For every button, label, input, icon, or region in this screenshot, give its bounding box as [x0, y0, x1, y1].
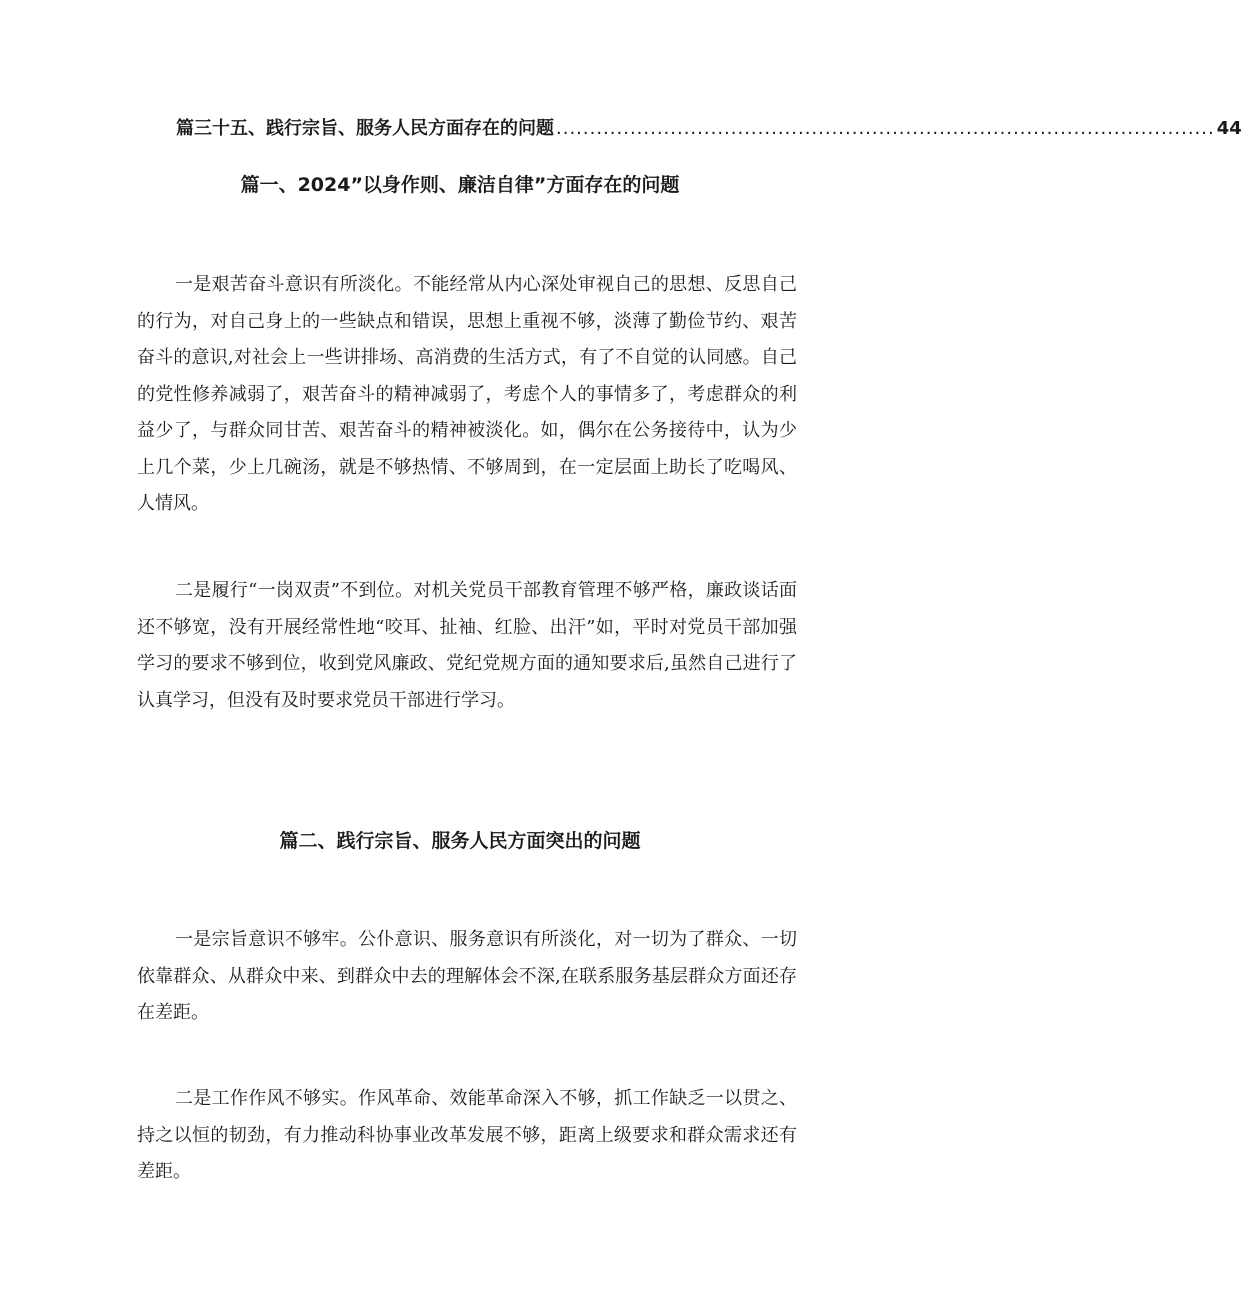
toc-leader-dots: .................................................................................................. [556, 118, 1215, 139]
section-2-paragraph-1: 一是宗旨意识不够牢。公仆意识、服务意识有所淡化，对一切为了群众、一切依靠群众、从群众中来、到群众中去的理解体会不深,在联系服务基层群众方面还存在差距。 [137, 929, 797, 1023]
toc-entry-title: 篇三十五、践行宗旨、服务人民方面存在的问题 [176, 118, 554, 139]
section-1-paragraph-1: 一是艰苦奋斗意识有所淡化。不能经常从内心深处审视自己的思想、反思自己的行为，对自己身上的一些缺点和错误，思想上重视不够，淡薄了勤俭节约、艰苦奋斗的意识,对社会上一些讲排场、高消费的生活方式，有了不自觉的认同感。自己的党性修养减弱了，艰苦奋斗的精神减弱了，考虑个人的事情多了，考虑群众的利益少了，与群众同甘苦、艰苦奋斗的精神被淡化。如，偶尔在公务接待中，认为少上几个菜，少上几碗汤，就是不够热情、不够周到，在一定层面上助长了吃喝风、人情风。 [137, 274, 797, 514]
toc-page-number: 44 [1216, 118, 1242, 139]
section-1-paragraph-2: 二是履行“一岗双责”不到位。对机关党员干部教育管理不够严格，廉政谈话面还不够宽，没有开展经常性地“咬耳、扯袖、红脸、出汗”如，平时对党员干部加强学习的要求不够到位，收到党风廉政、党纪党规方面的通知要求后,虽然自己进行了认真学习，但没有及时要求党员干部进行学习。 [137, 580, 797, 711]
section-2-heading: 篇二、践行宗旨、服务人民方面突出的问题 [279, 830, 641, 852]
section-1-heading: 篇一、2024”以身作则、廉洁自律”方面存在的问题 [240, 174, 680, 196]
toc-entry[interactable] [176, 114, 1242, 144]
section-2-paragraph-2: 二是工作作风不够实。作风革命、效能革命深入不够，抓工作缺乏一以贯之、持之以恒的韧劲，有力推动科协事业改革发展不够，距离上级要求和群众需求还有差距。 [137, 1088, 797, 1182]
